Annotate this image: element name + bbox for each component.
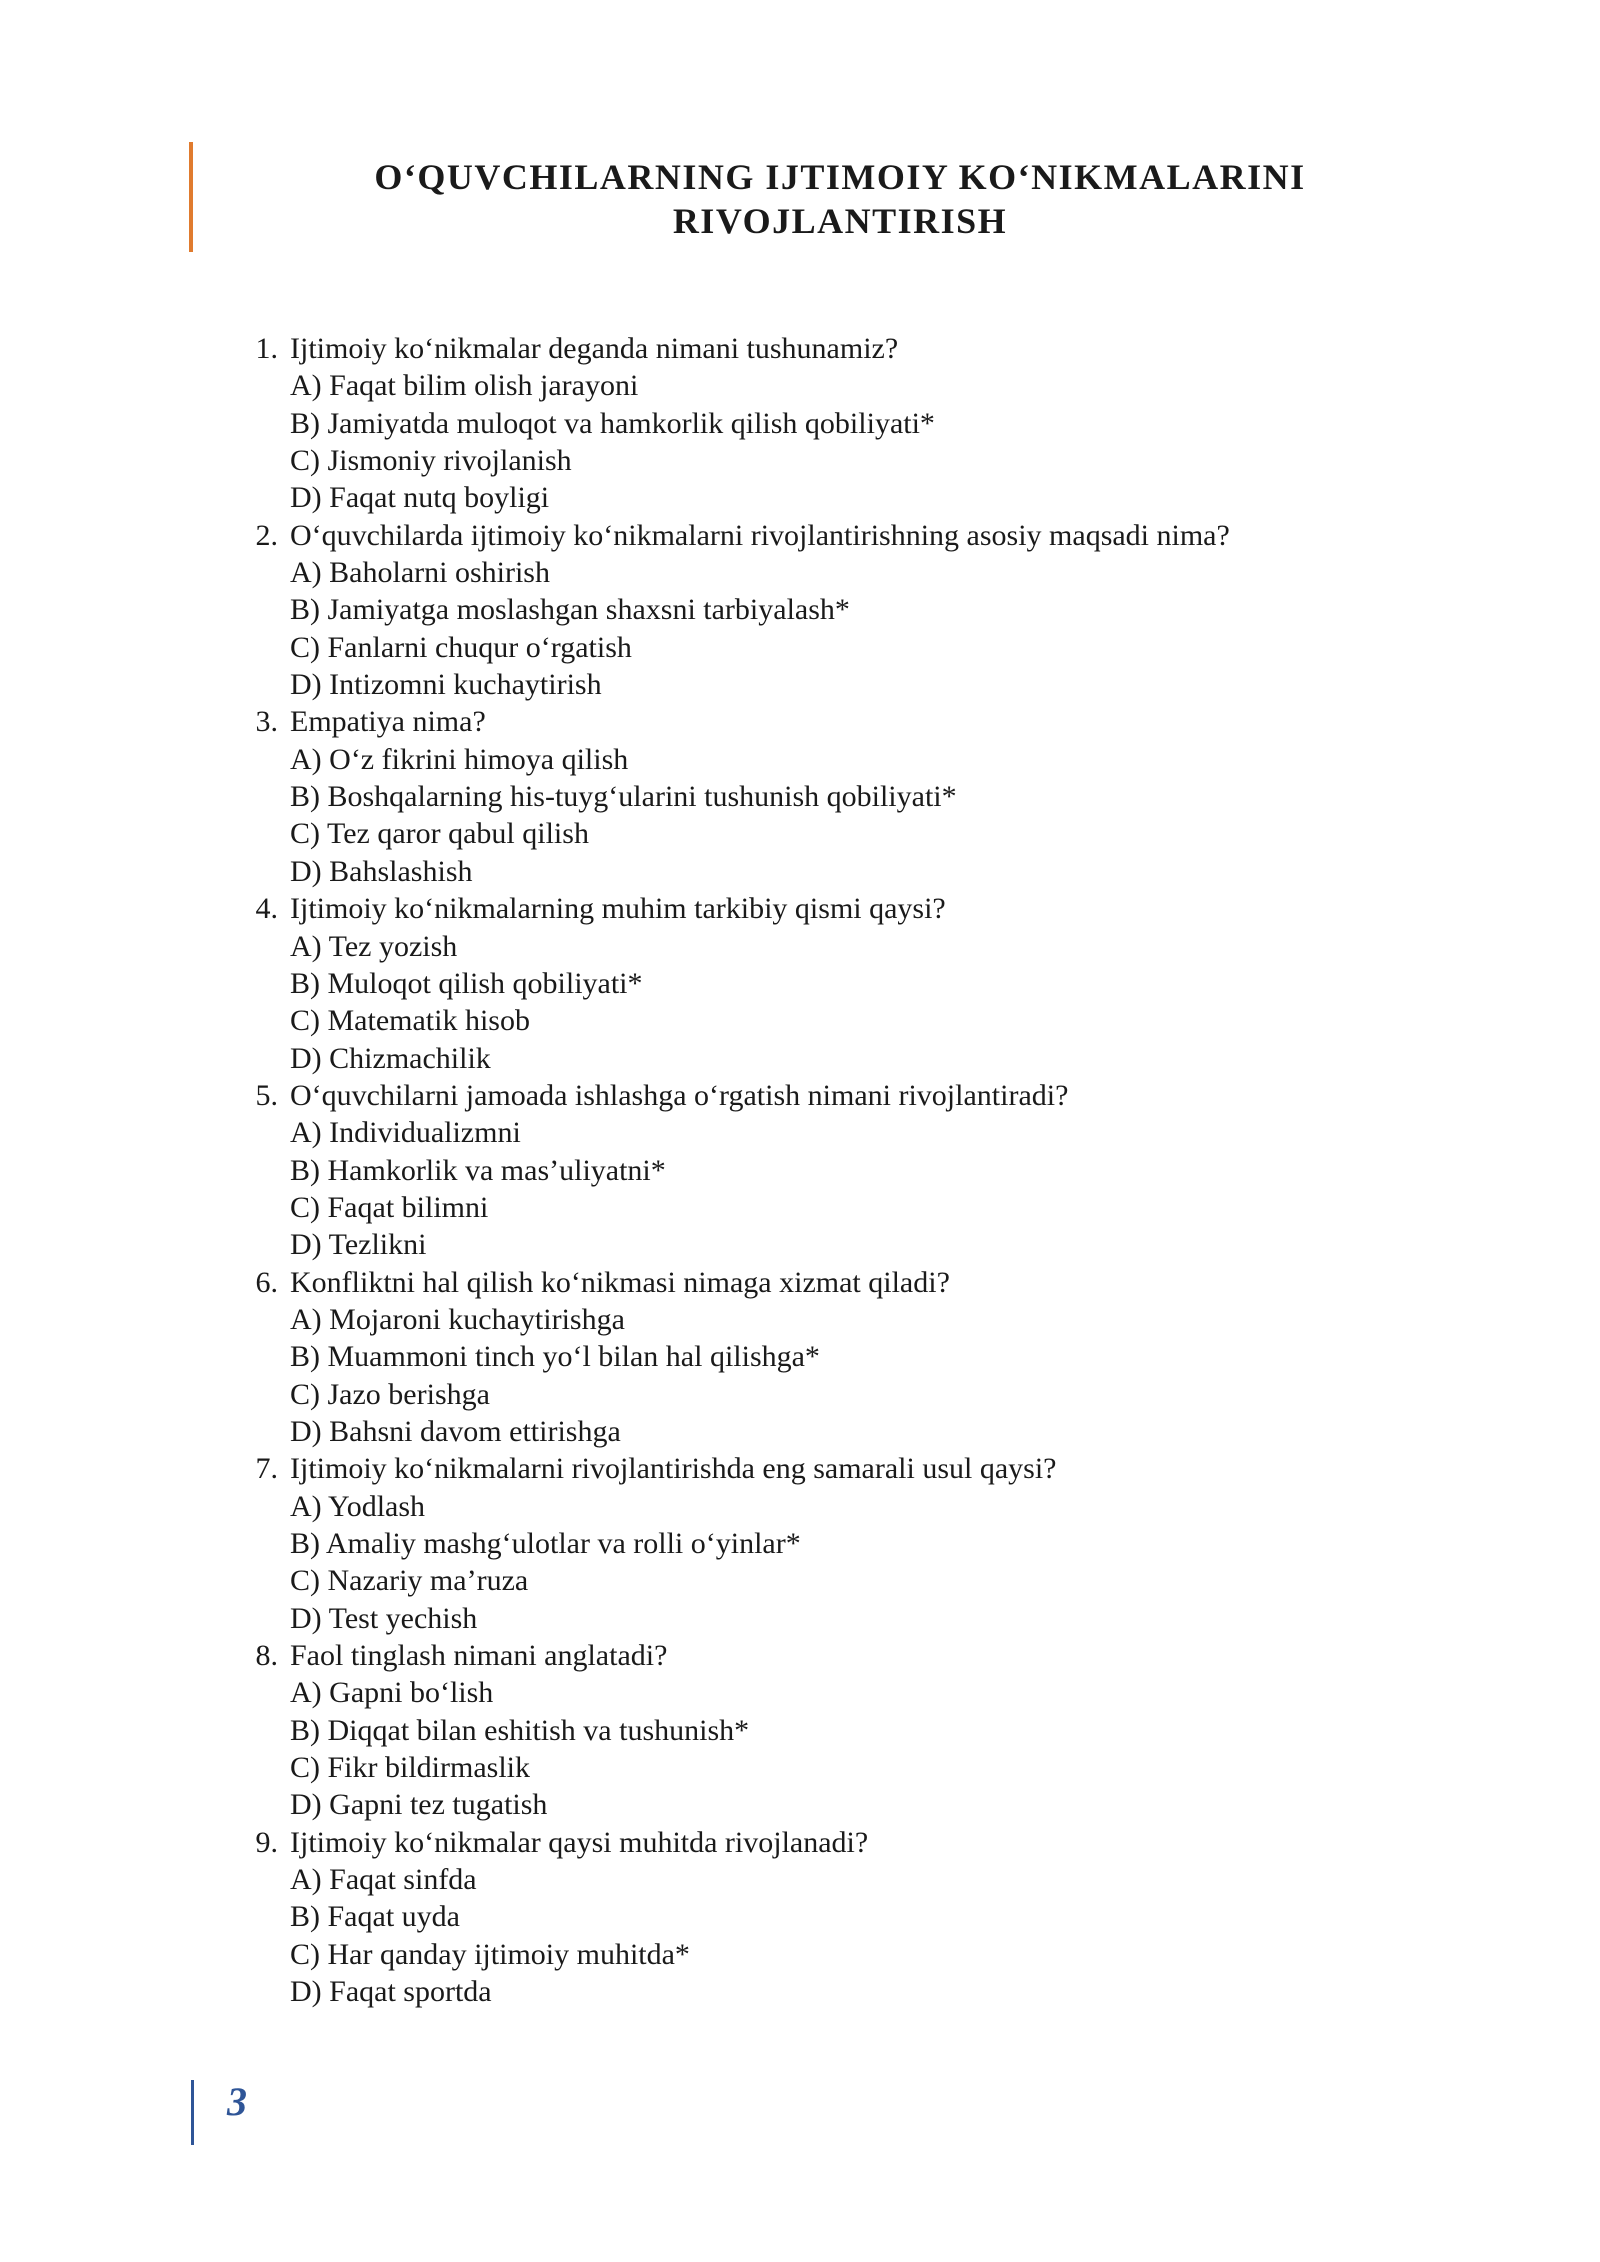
question-text: Konfliktni hal qilish ko‘nikmasi nimaga xizmat qiladi? [290, 1265, 950, 1299]
page-title [240, 155, 1440, 243]
answer-options [228, 1861, 1428, 2010]
question-line [228, 517, 1428, 554]
answer-option: B) Jamiyatga moslashgan shaxsni tarbiyalash* [290, 593, 850, 627]
answer-option: A) O‘z fikrini himoya qilish [290, 742, 629, 776]
page-title-line-2: RIVOJLANTIRISH [672, 201, 1008, 241]
answer-options [228, 1674, 1428, 1823]
answer-option: C) Faqat bilimni [290, 1190, 489, 1224]
answer-option: A) Faqat bilim olish jarayoni [290, 369, 639, 403]
answer-option: C) Fikr bildirmaslik [290, 1751, 530, 1785]
answer-options [228, 1114, 1428, 1263]
question-line [228, 1450, 1428, 1487]
answer-option: D) Bahslashish [290, 854, 473, 888]
page-title-line-1: O‘QUVCHILARNING IJTIMOIY KO‘NIKMALARINI [374, 157, 1306, 197]
question-text: Ijtimoiy ko‘nikmalarning muhim tarkibiy qismi qaysi? [290, 892, 946, 926]
question-number: 7. [255, 1452, 278, 1486]
answer-options [228, 554, 1428, 703]
answer-options [228, 367, 1428, 516]
question-line [228, 890, 1428, 927]
question-item [228, 1077, 1428, 1264]
answer-option: A) Baholarni oshirish [290, 556, 550, 590]
answer-option: C) Matematik hisob [290, 1004, 530, 1038]
question-line [228, 1264, 1428, 1301]
answer-option: C) Jismoniy rivojlanish [290, 444, 572, 478]
question-text: Empatiya nima? [290, 705, 486, 739]
answer-option: A) Gapni bo‘lish [290, 1676, 494, 1710]
answer-option: A) Yodlash [290, 1489, 426, 1523]
answer-option: B) Muammoni tinch yo‘l bilan hal qilishga* [290, 1340, 820, 1374]
question-item [228, 1637, 1428, 1824]
answer-option: D) Bahsni davom ettirishga [290, 1414, 621, 1448]
question-text: Ijtimoiy ko‘nikmalar qaysi muhitda rivojlanadi? [290, 1825, 869, 1859]
answer-option: C) Tez qaror qabul qilish [290, 817, 589, 851]
question-line [228, 703, 1428, 740]
answer-option: A) Tez yozish [290, 929, 458, 963]
page-number: 3 [227, 2079, 247, 2124]
answer-option: C) Jazo berishga [290, 1377, 490, 1411]
answer-option: B) Faqat uyda [290, 1900, 460, 1934]
answer-option: A) Mojaroni kuchaytirishga [290, 1302, 625, 1336]
answer-option: D) Faqat sportda [290, 1975, 492, 2009]
answer-option: C) Fanlarni chuqur o‘rgatish [290, 630, 632, 664]
answer-option: D) Chizmachilik [290, 1041, 491, 1075]
title-accent-bar [189, 142, 193, 252]
answer-option: C) Har qanday ijtimoiy muhitda* [290, 1937, 690, 1971]
question-number: 8. [255, 1639, 278, 1673]
answer-option: C) Nazariy ma’ruza [290, 1564, 529, 1598]
question-item [228, 330, 1428, 517]
answer-options [228, 1301, 1428, 1450]
question-item [228, 517, 1428, 704]
answer-option: B) Boshqalarning his-tuyg‘ularini tushunish qobiliyati* [290, 780, 957, 814]
answer-options [228, 741, 1428, 890]
answer-option: B) Muloqot qilish qobiliyati* [290, 966, 643, 1000]
question-text: O‘quvchilarda ijtimoiy ko‘nikmalarni rivojlantirishning asosiy maqsadi nima? [290, 518, 1230, 552]
answer-options [228, 1488, 1428, 1637]
answer-option: A) Faqat sinfda [290, 1863, 477, 1897]
question-text: O‘quvchilarni jamoada ishlashga o‘rgatish nimani rivojlantiradi? [290, 1078, 1069, 1112]
question-text: Ijtimoiy ko‘nikmalarni rivojlantirishda eng samarali usul qaysi? [290, 1452, 1057, 1486]
question-number: 2. [255, 518, 278, 552]
question-list [228, 330, 1428, 2010]
question-text: Ijtimoiy ko‘nikmalar deganda nimani tushunamiz? [290, 332, 899, 365]
answer-option: B) Hamkorlik va mas’uliyatni* [290, 1153, 666, 1187]
answer-option: D) Tezlikni [290, 1228, 427, 1262]
answer-option: B) Jamiyatda muloqot va hamkorlik qilish qobiliyati* [290, 406, 935, 440]
question-number: 6. [255, 1265, 278, 1299]
question-line [228, 1637, 1428, 1674]
question-item [228, 1824, 1428, 2011]
question-number: 9. [255, 1825, 278, 1859]
question-line [228, 1824, 1428, 1861]
answer-option: B) Diqqat bilan eshitish va tushunish* [290, 1713, 750, 1747]
answer-option: B) Amaliy mashg‘ulotlar va rolli o‘yinlar* [290, 1527, 801, 1560]
page-number-bar [191, 2080, 194, 2145]
answer-option: D) Intizomni kuchaytirish [290, 668, 602, 702]
answer-option: D) Test yechish [290, 1601, 478, 1635]
question-number: 5. [255, 1078, 278, 1112]
question-item [228, 1264, 1428, 1451]
question-number: 4. [255, 892, 278, 926]
question-line [228, 330, 1428, 367]
question-item [228, 1450, 1428, 1637]
answer-option: A) Individualizmni [290, 1116, 521, 1150]
answer-options [228, 928, 1428, 1077]
answer-option: D) Gapni tez tugatish [290, 1788, 548, 1822]
question-text: Faol tinglash nimani anglatadi? [290, 1639, 668, 1673]
question-item [228, 703, 1428, 890]
question-item [228, 890, 1428, 1077]
answer-option: D) Faqat nutq boyligi [290, 481, 550, 515]
question-number: 1. [255, 332, 278, 365]
question-line [228, 1077, 1428, 1114]
question-number: 3. [255, 705, 278, 739]
